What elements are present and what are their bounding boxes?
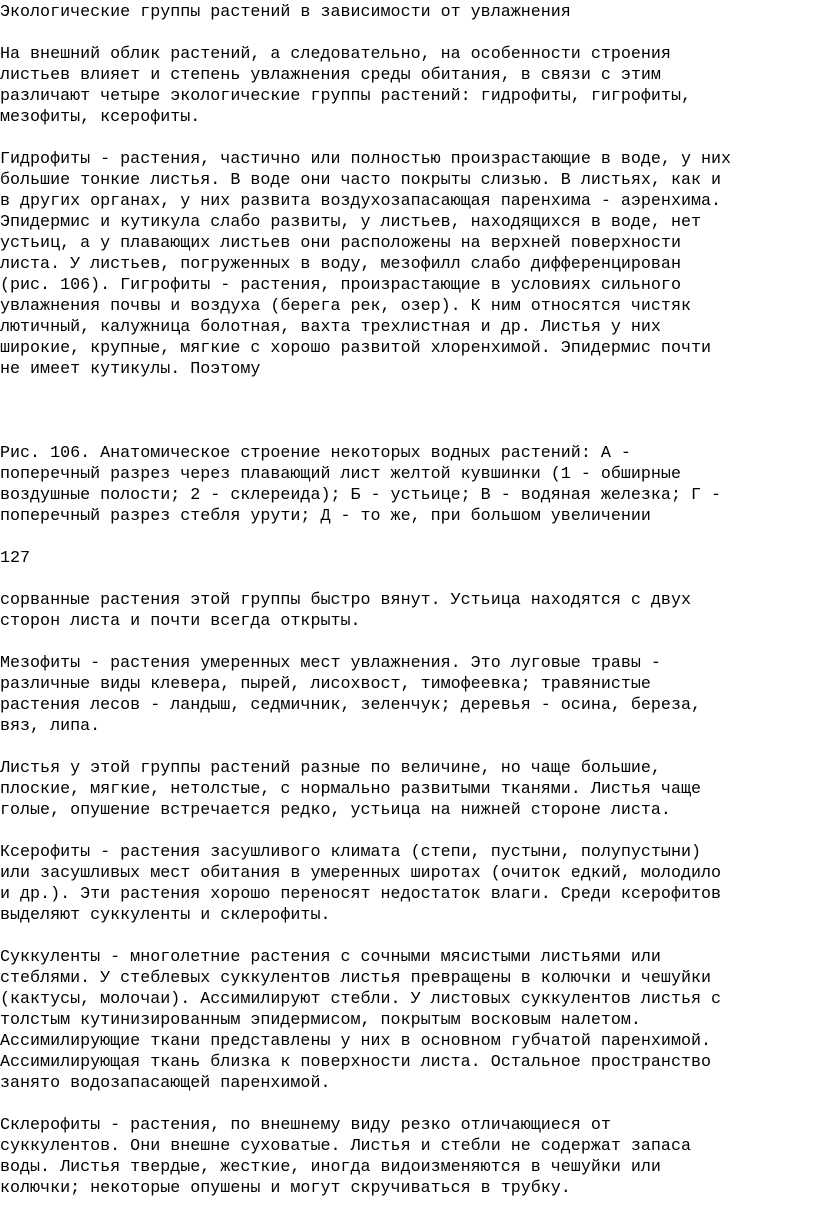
paragraph-xerophytes: Ксерофиты - растения засушливого климата (степи, пустыни, полупустыни) или засушливых мест обитания в умеренных широтах (очиток едкий, молодило и др.). Эти растения хорошо переносят недостаток влаги. Среди ксерофитов выделяют суккуленты и склерофиты. — [0, 843, 722, 925]
spacer — [0, 821, 816, 842]
page-number: 127 — [0, 549, 31, 568]
spacer — [0, 632, 816, 653]
paragraph-intro: На внешний облик растений, а следовательно, на особенности строения листьев влияет и степень увлажнения среды обитания, в связи с этим различают четыре экологические группы растений: гидрофиты, гигрофиты, мезофиты, ксерофиты. — [0, 45, 691, 127]
spacer — [0, 422, 816, 443]
spacer — [0, 527, 816, 548]
paragraph-continuation: сорванные растения этой группы быстро вянут. Устьица находятся с двух сторон листа и почти всегда открыты. — [0, 591, 691, 631]
spacer — [0, 128, 816, 149]
spacer — [0, 926, 816, 947]
paragraph-mesophytes: Мезофиты - растения умеренных мест увлажнения. Это луговые травы - различные виды клевера, пырей, лисохвост, тимофеевка; травянистые растения лесов - ландыш, седмичник, зеленчук; деревья - осина, береза, вяз, липа. — [0, 654, 701, 736]
paragraph-sclerophytes: Склерофиты - растения, по внешнему виду резко отличающиеся от суккулентов. Они внешне суховатые. Листья и стебли не содержат запаса воды. Листья твердые, жесткие, иногда видоизменяются в чешуйки или колючки; некоторые опушены и могут скручиваться в трубку. — [0, 1116, 691, 1198]
paragraph-succulents: Суккуленты - многолетние растения с сочными мясистыми листьями или стеблями. У стеблевых суккулентов листья превращены в колючки и чешуйки (кактусы, молочаи). Ассимилируют стебли. У листовых суккулентов листья с толстым кутинизированным эпидермисом, покрытым восковым налетом. Ассимилирующие ткани представлены у них в основном губчатой паренхимой. Ассимилирующая ткань близка к поверхности листа. Остальное пространство занято водозапасающей паренхимой. — [0, 948, 722, 1093]
spacer — [0, 1094, 816, 1115]
figure-caption: Рис. 106. Анатомическое строение некоторых водных растений: А - поперечный разрез через плавающий лист желтой кувшинки (1 - обширные воздушные полости; 2 - склереида); Б - устьице; В - водяная железка; Г - поперечный разрез стебля урути; Д - то же, при большом увеличении — [0, 444, 722, 526]
spacer — [0, 737, 816, 758]
spacer — [0, 23, 816, 44]
document-title: Экологические группы растений в зависимости от увлажнения — [0, 3, 571, 22]
paragraph-hydrophytes: Гидрофиты - растения, частично или полностью произрастающие в воде, у них большие тонкие листья. В воде они часто покрыты слизью. В листьях, как и в других органах, у них развита воздухозапасающая паренхима - аэренхима. Эпидермис и кутикула слабо развиты, у листьев, находящихся в воде, нет устьиц, а у плавающих листьев они расположены на верхней поверхности листа. У листьев, погруженных в воду, мезофилл слабо дифференцирован (рис. 106). Гигрофиты - растения, произрастающие в условиях сильного увлажнения почвы и воздуха (берега рек, озер). К ним относятся чистяк лютичный, калужница болотная, вахта трехлистная и др. Листья у них широкие, крупные, мягкие с хорошо развитой хлоренхимой. Эпидермис почти не имеет кутикулы. Поэтому — [0, 150, 732, 379]
spacer — [0, 569, 816, 590]
spacer — [0, 380, 816, 422]
paragraph-leaves: Листья у этой группы растений разные по величине, но чаще большие, плоские, мягкие, нетолстые, с нормально развитыми тканями. Листья чаще голые, опушение встречается редко, устьица на нижней стороне листа. — [0, 759, 701, 820]
